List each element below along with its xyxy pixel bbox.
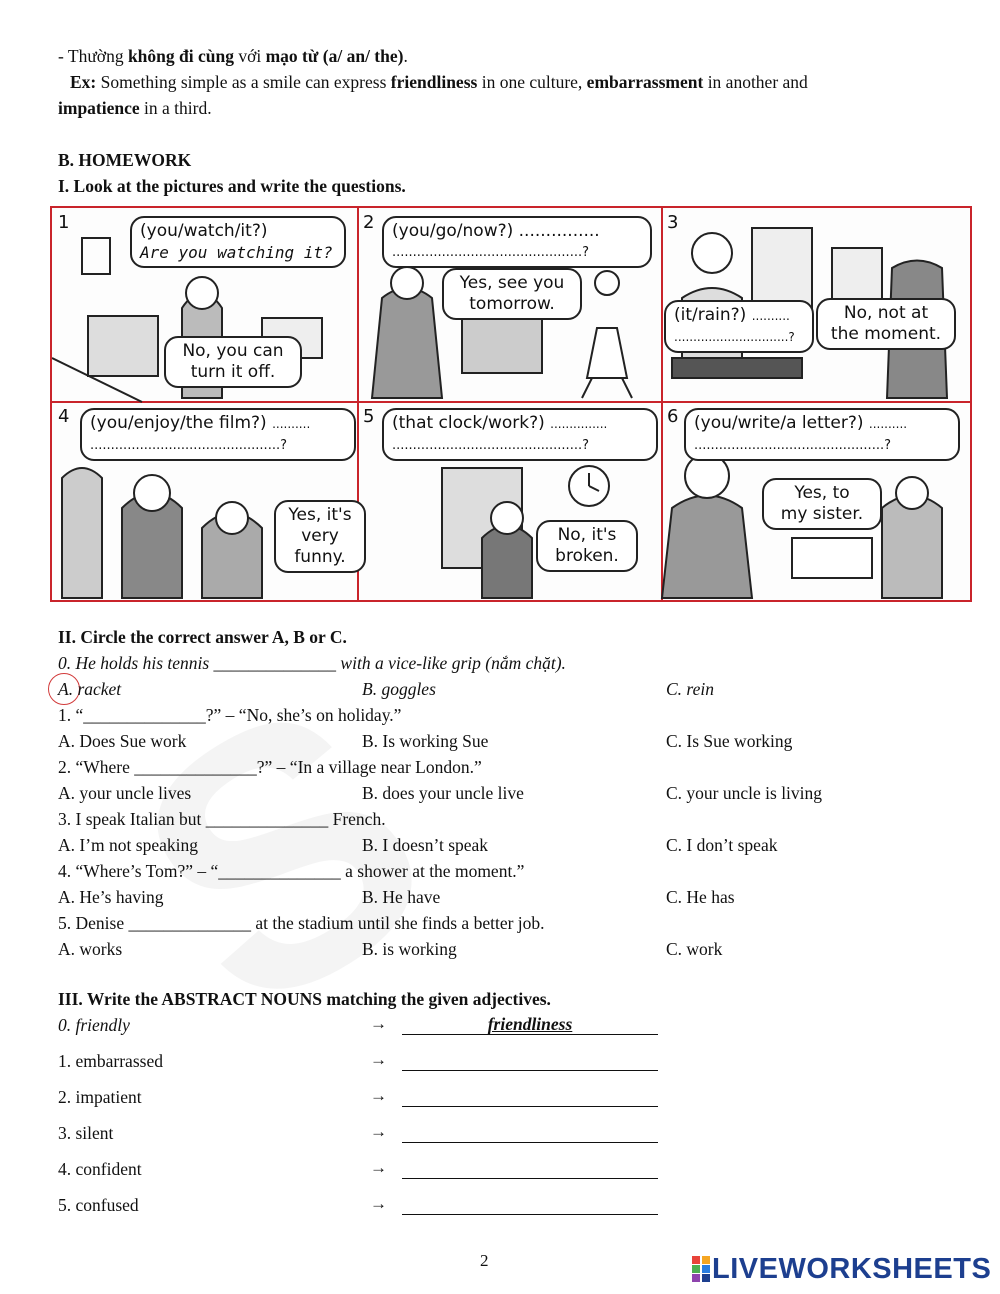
panel-2-answer-blank[interactable]: ............... — [518, 221, 600, 241]
panel-3-answer-blank[interactable]: ..............................? — [674, 330, 795, 344]
arrow-icon: → — [370, 1050, 387, 1069]
panel-2-reply-line: tomorrow. — [469, 294, 555, 314]
panel-4-reply-line: funny. — [294, 547, 346, 567]
panel-2-answer-blank[interactable]: ..............................................? — [392, 245, 589, 260]
question-0-option-a[interactable]: A. racket — [58, 679, 122, 699]
panel-6-reply-line: my sister. — [780, 504, 864, 524]
question-3-option-a[interactable]: A. I’m not speaking — [58, 835, 198, 855]
liveworksheets-logo[interactable] — [692, 1254, 991, 1284]
question-3-option-b[interactable]: B. I doesn’t speak — [362, 835, 489, 855]
panel-5-reply-bubble — [536, 520, 638, 572]
panel-4-prompt: (you/enjoy/the film?) — [90, 413, 267, 433]
question-3-stem: 3. I speak Italian but ______________ French. — [58, 809, 386, 829]
panel-6-answer-blank[interactable]: .......... — [868, 417, 908, 431]
panel-5-prompt: (that clock/work?) — [392, 413, 545, 433]
panel-5-number: 5 — [363, 406, 375, 427]
question-4-stem: 4. “Where’s Tom?” – “______________ a shower at the moment.” — [58, 861, 525, 881]
question-2-stem: 2. “Where ______________?” – “In a village near London.” — [58, 757, 482, 777]
question-1-option-a[interactable]: A. Does Sue work — [58, 731, 187, 751]
question-4-option-b[interactable]: B. He have — [362, 887, 441, 907]
panel-1-reply-line: turn it off. — [190, 362, 276, 382]
arrow-icon: → — [370, 1194, 387, 1213]
panel-6-number: 6 — [667, 406, 679, 427]
adjective-0: 0. friendly — [58, 1015, 130, 1035]
panel-1-number: 1 — [58, 212, 70, 233]
question-0-option-c[interactable]: C. rein — [666, 679, 714, 699]
panel-6-reply-line: Yes, to — [794, 483, 850, 503]
question-2-option-c[interactable]: C. your uncle is living — [666, 783, 823, 803]
homework-heading: B. HOMEWORK — [58, 150, 192, 170]
panel-1-prompt: (you/watch/it?) — [140, 221, 268, 241]
panel-5-answer-blank[interactable]: ............... — [550, 417, 608, 431]
panel-3-number: 3 — [667, 212, 679, 233]
panel-2-prompt: (you/go/now?) — [392, 221, 514, 241]
panel-1-example-answer: Are you watching it? — [140, 243, 333, 262]
noun-answer-3[interactable] — [402, 1122, 658, 1143]
panel-3-answer-blank[interactable]: .......... — [751, 309, 790, 323]
question-5-stem: 5. Denise ______________ at the stadium until she finds a better job. — [58, 913, 545, 933]
panel-2-reply-bubble — [442, 268, 582, 320]
panel-4-number: 4 — [58, 406, 70, 427]
panel-2-reply-line: Yes, see you — [459, 273, 565, 293]
panel-5-question-bubble — [382, 408, 658, 461]
panel-6-prompt: (you/write/a letter?) — [694, 413, 864, 433]
noun-answer-0[interactable]: friendliness — [402, 1014, 658, 1035]
panel-6-answer-blank[interactable]: ..............................................? — [694, 438, 891, 453]
question-1-stem: 1. “______________?” – “No, she’s on holiday.” — [58, 705, 402, 725]
adjective-5: 5. confused — [58, 1195, 139, 1215]
panel-5-reply-line: No, it's — [557, 525, 617, 545]
arrow-icon: → — [370, 1122, 387, 1141]
panel-4-question-bubble — [80, 408, 356, 461]
panel-2-number: 2 — [363, 212, 375, 233]
question-1-option-b[interactable]: B. Is working Sue — [362, 731, 489, 751]
example-line-2: impatience in a third. — [58, 98, 212, 118]
noun-answer-5[interactable] — [402, 1194, 658, 1215]
question-5-option-b[interactable]: B. is working — [362, 939, 457, 959]
liveworksheets-logo-icon — [692, 1256, 712, 1282]
noun-answer-4[interactable] — [402, 1158, 658, 1179]
question-0-stem: 0. He holds his tennis ______________ with a vice-like grip (nắm chặt). — [58, 653, 566, 673]
adjective-2: 2. impatient — [58, 1087, 142, 1107]
noun-answer-1[interactable] — [402, 1050, 658, 1071]
panel-6-reply-bubble — [762, 478, 882, 530]
page-number: 2 — [480, 1251, 489, 1270]
adjective-1: 1. embarrassed — [58, 1051, 163, 1071]
panel-4-answer-blank[interactable]: .......... — [272, 417, 311, 431]
comic-strip — [50, 206, 972, 602]
panel-3-prompt: (it/rain?) — [674, 305, 747, 325]
arrow-icon: → — [370, 1086, 387, 1105]
panel-3-reply-line: No, not at — [843, 303, 929, 323]
panel-5-answer-blank[interactable]: ..............................................? — [392, 438, 589, 453]
panel-5-reply-line: broken. — [555, 546, 619, 566]
question-4-option-c[interactable]: C. He has — [666, 887, 735, 907]
panel-3-reply-line: the moment. — [830, 324, 942, 344]
panel-4-reply-bubble — [274, 500, 366, 573]
panel-1-reply-bubble — [164, 336, 302, 388]
panel-6-question-bubble — [684, 408, 960, 461]
panel-2-question-bubble — [382, 216, 652, 268]
panel-1-question-bubble — [130, 216, 346, 268]
adjective-3: 3. silent — [58, 1123, 114, 1143]
question-5-option-c[interactable]: C. work — [666, 939, 723, 959]
arrow-icon: → — [370, 1014, 387, 1033]
question-2-option-a[interactable]: A. your uncle lives — [58, 783, 192, 803]
question-4-option-a[interactable]: A. He’s having — [58, 887, 164, 907]
question-1-option-c[interactable]: C. Is Sue working — [666, 731, 793, 751]
section2-title: II. Circle the correct answer A, B or C. — [58, 627, 347, 647]
noun-answer-2[interactable] — [402, 1086, 658, 1107]
section3-title: III. Write the ABSTRACT NOUNS matching the given adjectives. — [58, 989, 551, 1009]
liveworksheets-brand: LIVEWORKSHEETS — [712, 1252, 992, 1285]
panel-3-question-bubble — [664, 300, 814, 353]
question-0-option-b[interactable]: B. goggles — [362, 679, 436, 699]
section1-title: I. Look at the pictures and write the questions. — [58, 176, 406, 196]
arrow-icon: → — [370, 1158, 387, 1177]
adjective-4: 4. confident — [58, 1159, 142, 1179]
panel-3-reply-bubble — [816, 298, 956, 350]
panel-4-reply-line: very — [301, 526, 339, 546]
example-line-1: Ex: Something simple as a smile can express friendliness in one culture, embarrassment in another and — [70, 72, 808, 92]
panel-4-reply-line: Yes, it's — [288, 505, 352, 525]
question-5-option-a[interactable]: A. works — [58, 939, 123, 959]
panel-1-reply-line: No, you can — [182, 341, 284, 361]
panel-4-answer-blank[interactable]: ..............................................? — [90, 438, 287, 453]
question-3-option-c[interactable]: C. I don’t speak — [666, 835, 778, 855]
rule-line: - Thường không đi cùng với mạo từ (a/ an/ the). — [58, 46, 408, 66]
question-2-option-b[interactable]: B. does your uncle live — [362, 783, 524, 803]
